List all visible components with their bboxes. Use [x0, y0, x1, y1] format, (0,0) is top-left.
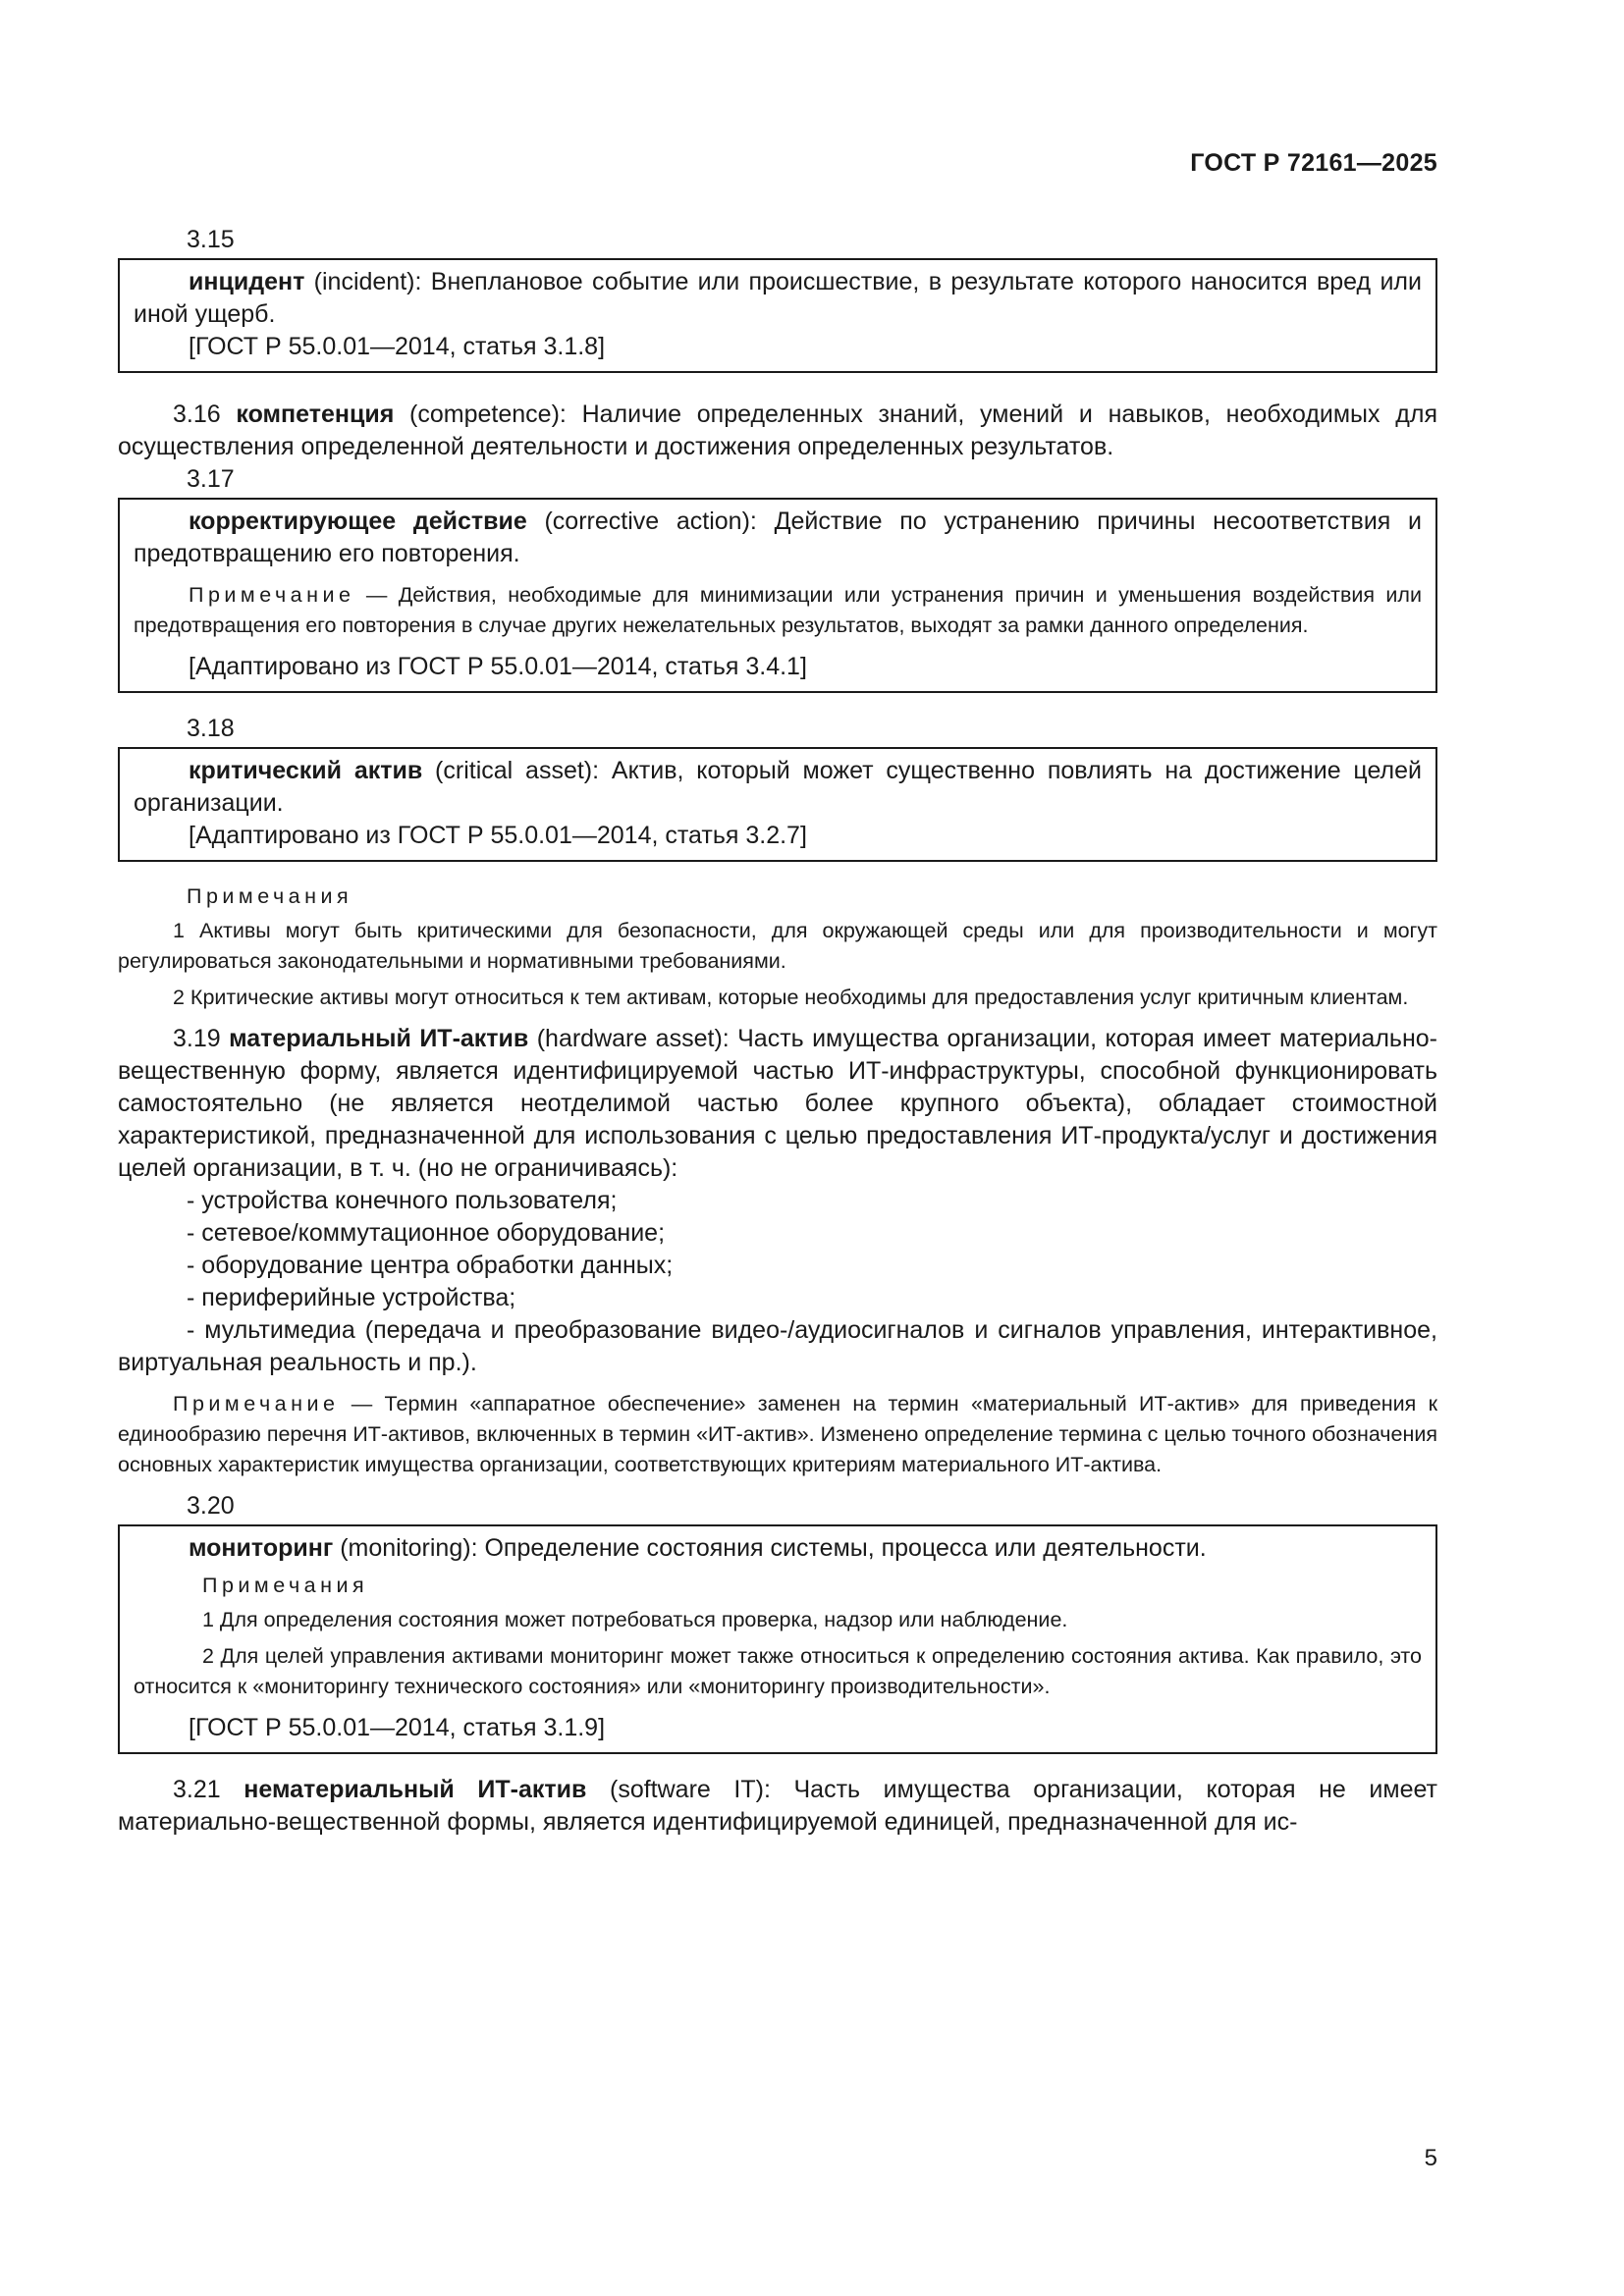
list-item: - устройства конечного пользователя; — [187, 1187, 618, 1214]
note-text: — Действия, необходимые для минимизации или устранения причин и уменьшения воздействия или предотвращения его повторения в случае других нежелательных результатов, выходят за рамки данного определения. — [134, 583, 1422, 637]
clause-number: 3.17 — [187, 465, 235, 493]
term-name: инцидент — [189, 268, 305, 295]
definition-text: Актив, который может существенно повлиять на достижение целей организации. — [134, 757, 1422, 817]
term-definition — [134, 1532, 1422, 1565]
definition-text: Действие по устранению причины несоответствия и предотвращению его повторения. — [134, 507, 1422, 567]
source-reference: [Адаптировано из ГОСТ Р 55.0.01—2014, статья 3.4.1] — [189, 653, 807, 680]
definition-text: (competence): Наличие определенных знаний, умений и навыков, необходимых для осуществления определенной деятельности и достижения определенных результатов. — [118, 400, 1437, 460]
notes-label-text: Примечания — [202, 1574, 369, 1597]
term-entry-3-19 — [118, 1023, 1437, 1185]
document-body — [118, 224, 1437, 1839]
clause-number: 3.16 — [173, 400, 237, 428]
document-designation: ГОСТ Р 72161—2025 — [1190, 149, 1437, 177]
notes-label — [118, 881, 1437, 912]
source-reference: [ГОСТ Р 55.0.01—2014, статья 3.1.8] — [189, 333, 606, 360]
clause-number: 3.19 — [173, 1025, 230, 1052]
term-name: корректирующее действие — [189, 507, 527, 535]
clause-number: 3.15 — [187, 226, 235, 253]
term-box-3-20 — [118, 1524, 1437, 1754]
term-box-3-15 — [118, 258, 1437, 373]
source-reference: [Адаптировано из ГОСТ Р 55.0.01—2014, статья 3.2.7] — [189, 822, 807, 849]
term-definition — [134, 266, 1422, 331]
note-2: 2 Критические активы могут относиться к тем активам, которые необходимы для предоставления услуг критичным клиентам. — [173, 986, 1409, 1009]
list-item: - сетевое/коммутационное оборудование; — [187, 1219, 666, 1247]
definition-text: (hardware asset): Часть имущества организации, которая имеет материально-вещественную форму, является идентифицируемой частью ИТ-инфраструктуры, способной функционировать самостоятельно (не является неотделимой частью более крупного объекта), обладает стоимостной характеристикой, предназначенной для использования с целью предоставления ИТ-продукта/услуг и достижения целей организации, в т. ч. (но не ограничиваясь): — [118, 1025, 1437, 1182]
note-2: 2 Для целей управления активами мониторинг может также относиться к определению состояния актива. Как правило, это относится к «мониторингу технического состояния» или «мониторингу производительности». — [134, 1644, 1422, 1698]
term-name: критический актив — [189, 757, 423, 784]
list-item: - мультимедиа (передача и преобразование видео-/аудиосигналов и сигналов управления, интерактивное, виртуальная реальность и пр.). — [118, 1316, 1437, 1376]
term-english: (corrective action): — [526, 507, 775, 535]
clause-number: 3.20 — [187, 1492, 235, 1520]
list-item: - оборудование центра обработки данных; — [187, 1252, 674, 1279]
term-name: мониторинг — [189, 1534, 334, 1562]
term-english: (critical asset): — [422, 757, 612, 784]
note — [118, 1389, 1437, 1480]
term-box-3-17 — [118, 498, 1437, 693]
term-definition — [134, 506, 1422, 570]
term-box-3-18 — [118, 747, 1437, 862]
term-definition — [134, 755, 1422, 820]
term-english: (monitoring): — [333, 1534, 485, 1562]
term-name: компетенция — [236, 400, 395, 428]
source-reference: [ГОСТ Р 55.0.01—2014, статья 3.1.9] — [189, 1714, 606, 1741]
notes-label-text: Примечания — [187, 884, 353, 908]
term-name: нематериальный ИТ-актив — [244, 1776, 587, 1803]
list-item: - периферийные устройства; — [187, 1284, 516, 1311]
term-entry-3-16 — [118, 399, 1437, 463]
note-1: 1 Активы могут быть критическими для безопасности, для окружающей среды или для производительности и могут регулироваться законодательными и нормативными требованиями. — [118, 919, 1437, 973]
page-number: 5 — [1424, 2145, 1437, 2171]
term-entry-3-21 — [118, 1774, 1437, 1839]
note-text: — Термин «аппаратное обеспечение» заменен на термин «материальный ИТ-актив» для приведения к единообразию перечня ИТ-активов, включенных в термин «ИТ-актив». Изменено определение термина с целью точного обозначения основных характеристик имущества организации, соответствующих критериям материального ИТ-актива. — [118, 1392, 1437, 1476]
definition-text: (software IT): Часть имущества организации, которая не имеет материально-вещественной формы, является идентифицируемой единицей, предназначенной для ис- — [118, 1776, 1438, 1836]
term-name: материальный ИТ-актив — [229, 1025, 529, 1052]
clause-number: 3.18 — [187, 715, 235, 742]
note-label: Примечание — [189, 583, 355, 607]
note-1: 1 Для определения состояния может потребоваться проверка, надзор или наблюдение. — [202, 1608, 1068, 1631]
note-label: Примечание — [173, 1392, 340, 1415]
definition-text: Внеплановое событие или происшествие, в результате которого наносится вред или иной ущерб. — [134, 268, 1422, 328]
term-english: (incident): — [304, 268, 431, 295]
clause-number: 3.21 — [173, 1776, 244, 1803]
notes-label — [134, 1571, 1422, 1601]
definition-text: Определение состояния системы, процесса или деятельности. — [484, 1534, 1207, 1562]
note — [134, 580, 1422, 641]
